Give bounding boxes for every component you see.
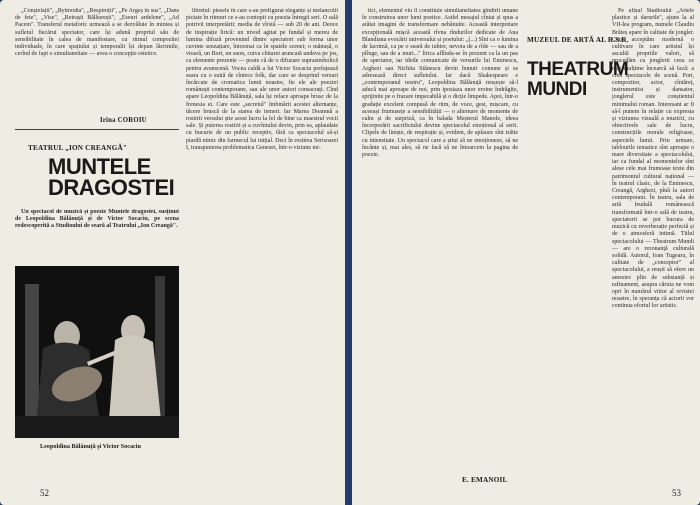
- right-left-text: tici, elementul viu îl constituie simultaneitatea gîndirii umane în construirea unor lumi poetice. Astfel mesajul cîntat și spus a arătat imagini de transformare nebănuite. Această interpretare excepțională mișcă această rîvna rîndurilor dedicate de Ana Blandiana evocării universului și poetului: „(...) Sînt ca o lumina de lacrimă, ca pe o seară de iubire, nevoia de a rîde — sau de a plînge, sau de a muri..." lirica aflîndu-se în prezent ca la un pas de spectator, iar ideile comunicate de versurile lui Eminescu, Arghezi sau Nichita Stănescu devin bunuri comune și se adresează direct sufletului. Iar dacă Shakespeare e „contemporanul nostru", Leopoldina Bălănuță reușește să-l aducă mai aproape de noi, prin ipostaza unor eroine îndrăgite, sprijinite pe o frazare impecabilă și o dicție limpede. Apoi, într-o gradație excelent compusă de ritm, de voce, gest, mișcare, cu aceeași frumusețe a sensibilității — o alternare de momente de calm și de surpriză, ca în balada Meșterul Manole, ideea încorporării sacrificiului devine spectacolul emoțional al serii. Clipele de liniște, de respirație și, evident, de aplauze sînt trăite cu intensitate. Un spectacol care a știut să ne emoționeze, să ne încânte și, mai ales, să ne facă să ne întoarcem la pagina de poezie.: [362, 8, 518, 159]
- spine-gutter: [345, 0, 352, 505]
- left-page: [0, 0, 345, 505]
- section-title-text: THEATRUM MUNDI: [527, 59, 629, 100]
- middle-column: [186, 8, 338, 486]
- top-left-column: [15, 8, 179, 113]
- intro-text: Un spectacol de muzică și poezie Muntele dragostei, susținut de Leopoldina Bălănuță și de Victor Socaciu, pe scena redescoperită a Studioului de seară al Teatrului „Ion Creangă".: [15, 209, 179, 230]
- divider: [15, 129, 179, 130]
- right-left-signature: E. EMANOIL: [462, 476, 508, 484]
- play-intro: [15, 209, 179, 261]
- right-right-column: [612, 8, 694, 463]
- play-title: [48, 156, 173, 198]
- page-number-right: 53: [672, 488, 681, 498]
- theatre-label: TEATRUL „ION CREANGĂ": [28, 144, 128, 152]
- museum-label: MUZEUL DE ARTĂ AL R.S.R.: [527, 36, 629, 44]
- top-left-signature: Irina COROIU: [100, 117, 147, 124]
- right-left-column: [362, 8, 518, 460]
- performers-photo-svg: [15, 266, 179, 438]
- performers-photo: [15, 266, 179, 438]
- top-left-text: „Conștelații", „Rytmodia", „Respiroții", „Pe Argeș în sus", „Dans de fete", „Vise", „Retrașii Bălăurești", „Eseuri ardelene", „Ad Pacem". Transferul metaforic urmează a se dezvăluie în mintea și sufletul fiecărui spectator, care își adună propriul său de sensibilitate în calea de manifestare, cu ritmul compozitei individuale, în care spațiului și temporalii își depun lăcrimile, cerînd de fapt o simultaneitate — avea o concepție estetice.: [15, 8, 179, 58]
- play-title-text: MUNTELE DRAGOSTEI: [48, 154, 175, 200]
- right-page: [352, 0, 700, 505]
- photo-caption: Leopoldina Bălănuță și Victor Socaciu: [40, 443, 141, 450]
- right-right-text: Pe afișul Studioului „Artele plastice și darurile", ajuns la al VII-lea program, numele Claudiu Brăteș apare în calitate de jongler. Cum acceptăm modernă o cultivare în care artistul își ascultă propriile valori, să procedăm cu jonglerii ceea ce mai mulțime încearcă să facă: a crea spectacole de scenă. Port, compozitor, actor, cîntăreț, instrumentist și dansator, jonglerul este conștientul minimului roman. Interesant ar fi să-l punem în relație cu expresia și viziunea vizuală a muzicii, cu obiectivele sale de lucru, construcțiile morale religioase, aspectele lumii. Prin urmare, tablourile tematice sînt aproape o mare diversitate a spectacolului, iar ca fundal al momentelor sînt alese cele mai frumoase texte din patrimoniul cultural național — în teatrul clasic, de la Eminescu, Creangă, Arghezi, pînă la autori contemporani. În teatru, sala de artă feudală românească transformată într-o sală de teatru, spectatorii se pot bucura de muzică cu reverberație perfectă și de o atmosferă intimă. Titlul spectacolului — Theatrum Mundi — are o rezonanță culturală solidă. Autorul, Ioan Tugearu, în calitate de „conceptor" al spectacolului, a reușit să ofere un amestec plin de substanță și rafinament, asupra căruia ne vom opri în numărul viitor al revistei noastre, în speranța că actorii vor continua efortul lor artistic.: [612, 8, 694, 310]
- middle-column-text: libretul: piesele în care s-au prefigurat eleganțe și melancolii pictate în ritmuri ce s-au contopit cu poezia întregii seri. O sală potrivit interpretării: media de vîrstă — sub 20 de ani. Deoce de inspirație lirică: un nivod agitat pe fundal și mereu de lumina difuză provenind dintre spectatori sub forma unor cuvinte senzațiare, întocmai ca în spatele scenei; o mănușă, o vioară, un Bort, un suon, cuiva chitarei aruncată undeva pe jos, ca elemente prezente — poate că de o difuzare suprasimbolică pentru avanscenă. Vocea caldă a lui Victor Socaciu prefațează seara cu o suită de cîntece folk, dar care se desprind versuri încărcate de cromatica lumii noastre, fie ele ale poeziei românești contemporane, sau ale unor autori consacrați. Cînd apare Leopoldina Bălănuță, sala își reface aproape brusc de la frenesia ei. Care este „secretul" îmbinării acestei alternanțe, tăcere bruscă de la starea de temeri. Iar Marea Doamnă a rostirii versului știe acest lucru la fel de bine ca maestrul vocii sale. Și puterea rostirii și a cuvîntului devin, prin ea, aplaudate cu bucurie de un public receptiv, fără ca spectacolul să-și piardă nimic din farmecul lui inițial. Deci în rostirea Serisoarei I, transpunerea problematica Genezei, într-o viziune mi-: [186, 8, 338, 151]
- page-number-left: 52: [40, 488, 49, 498]
